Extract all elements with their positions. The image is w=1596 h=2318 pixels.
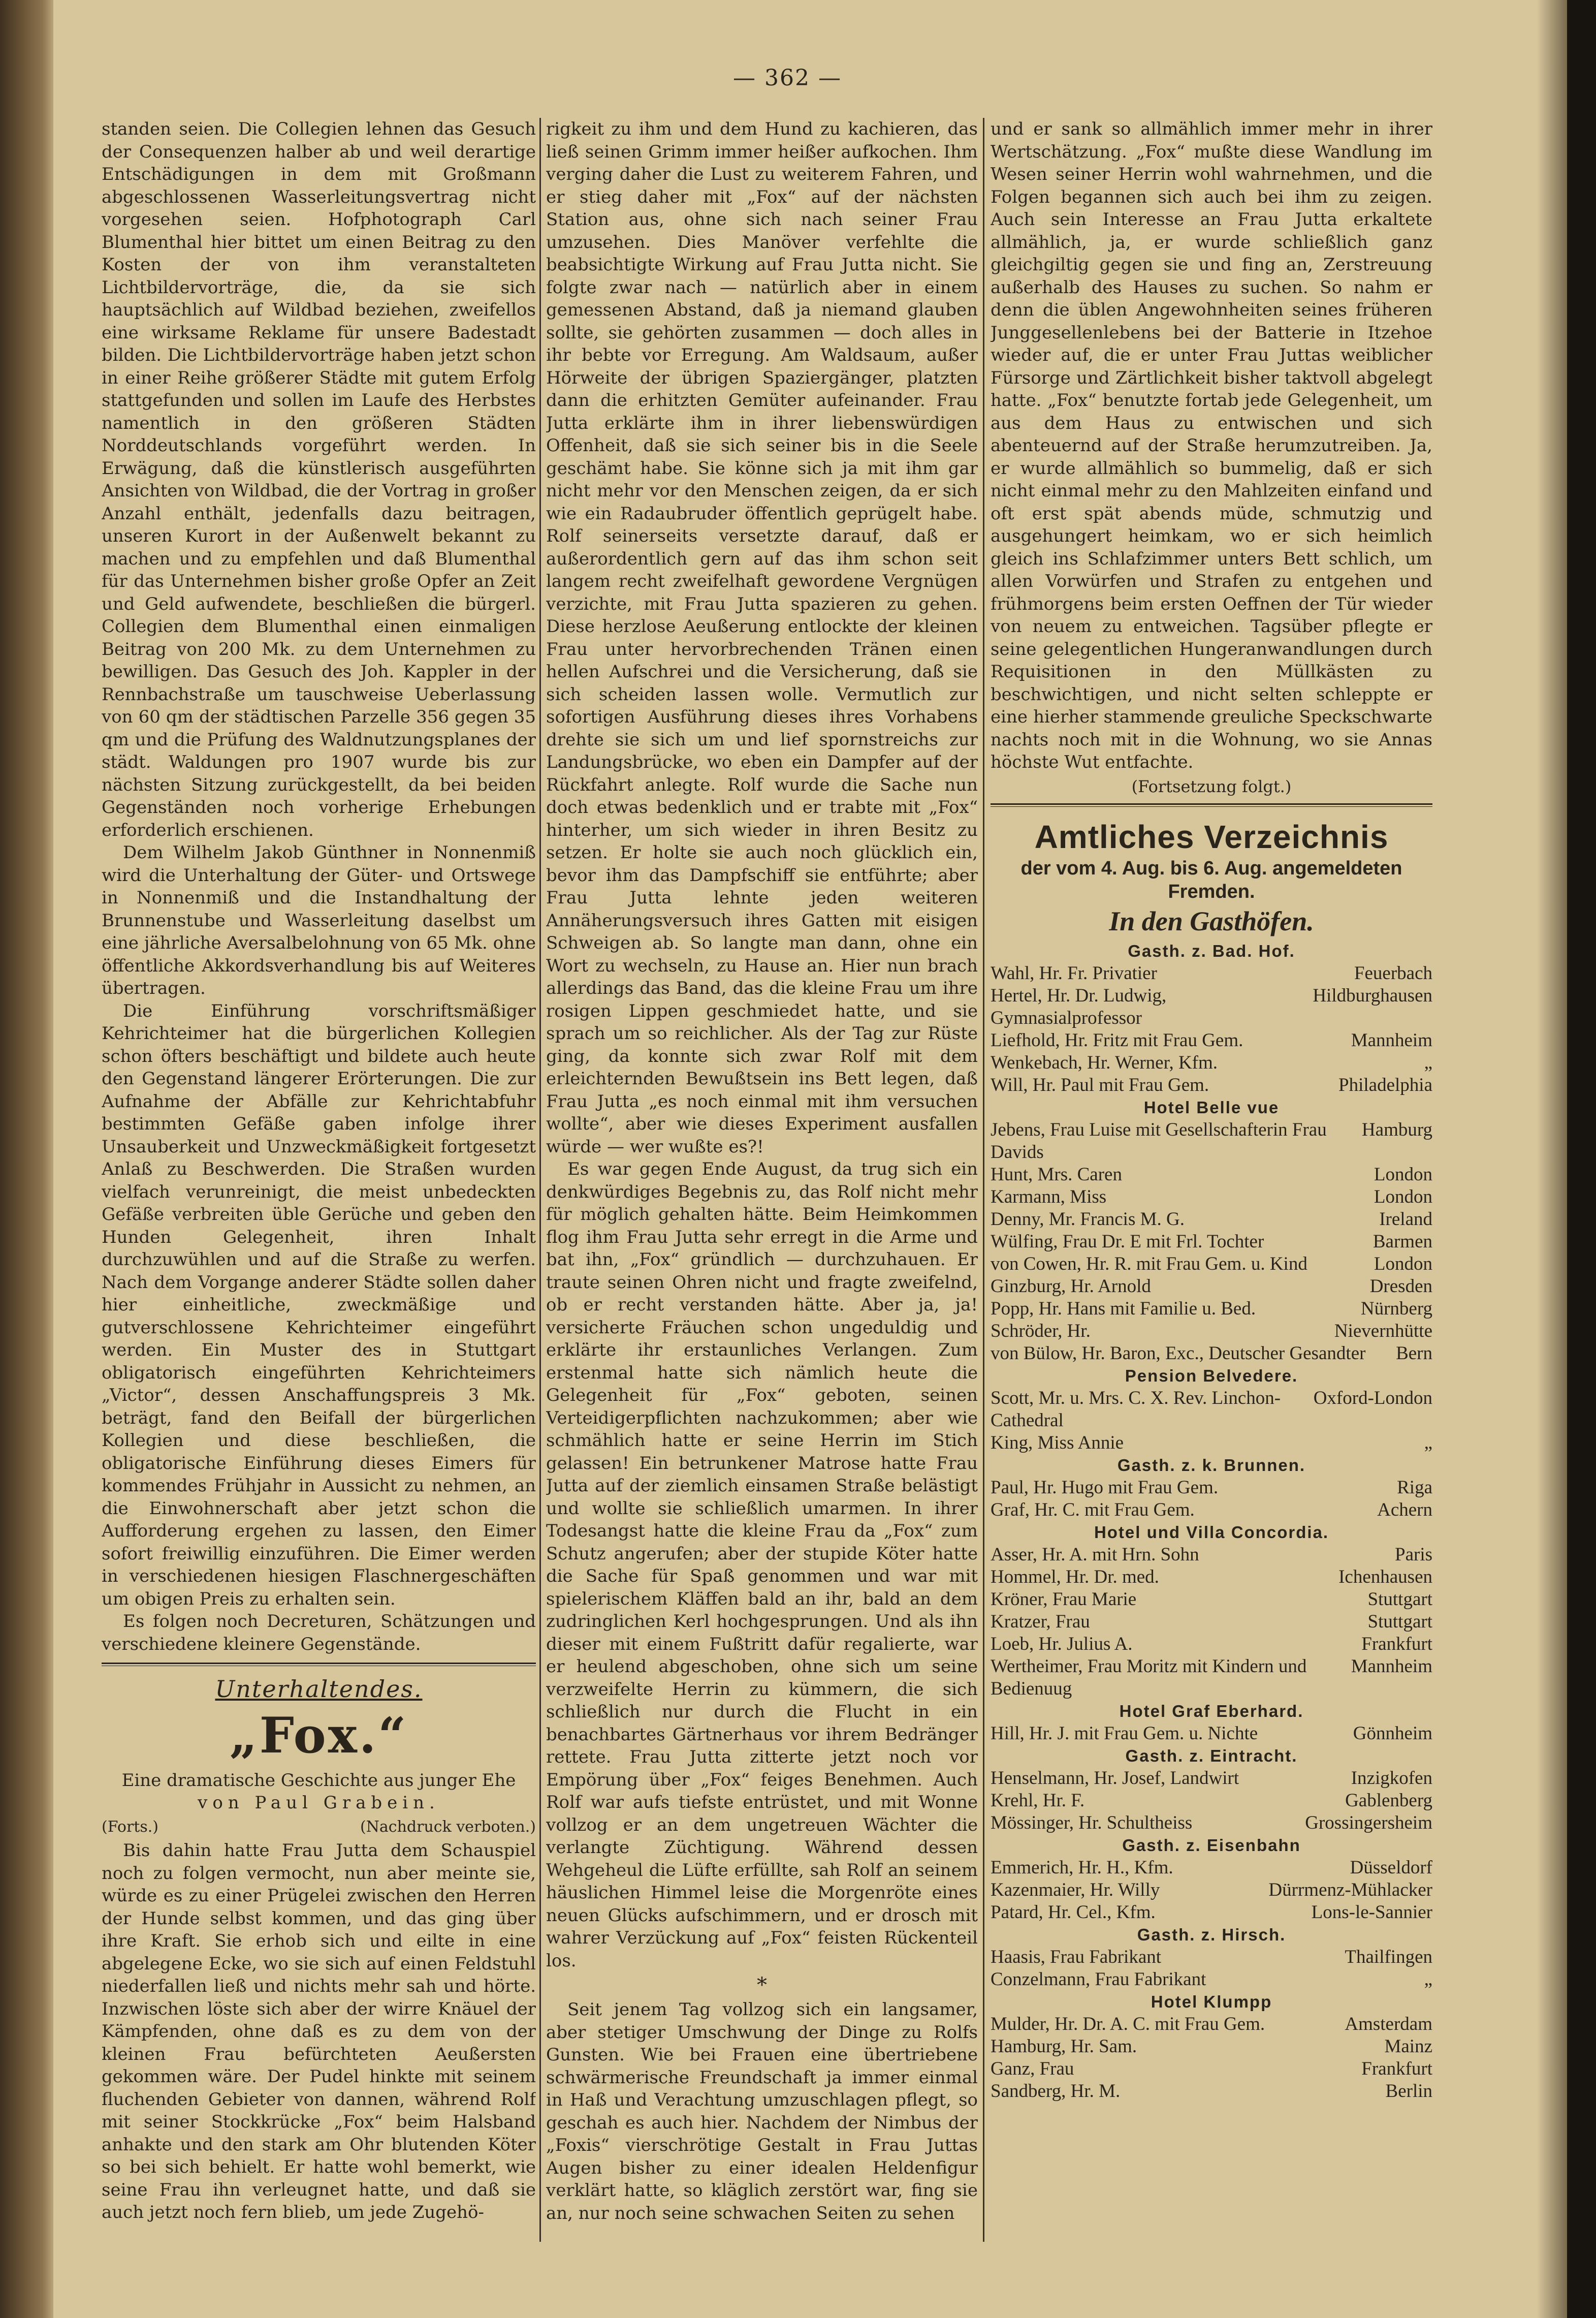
guest-name: Karmann, Miss bbox=[991, 1186, 1107, 1207]
story-meta bbox=[102, 1816, 536, 1838]
guest-entry bbox=[991, 2058, 1432, 2080]
article-paragraph: Die Einführung vorschriftsmäßiger Kehrichteimer hat die bürgerlichen Kollegien schon öfters beschäftigt und bildete auch heute den Gegenstand längerer Erörterungen. Die zur Aufnahme der Abfälle zur Kehrichtabfuhr bestimmten Gefäße gaben infolge ihrer Unsauberkeit und Unzweckmäßigkeit fortgesetzt Anlaß zu Beschwerden. Die Straßen wurden vielfach verunreinigt, die meist unbedeckten Gefäße verbreiten üble Gerüche und geben den Hunden Gelegenheit, ihren Inhalt durchzuwühlen und auf die Straße zu werfen. Nach dem Vorgange anderer Städte sollen daher hier einheitliche, zweckmäßige und gutverschlossene Kehrichteimer eingeführt werden. Ein Muster des in Stuttgart obligatorisch eingeführten Kehrichteimers „Victor“, dessen Anschaffungspreis 3 Mk. beträgt, fand den Beifall der bürgerlichen Kollegien und diese beschließen, die obligatorische Einführung dieses Eimers für kommendes Frühjahr in Aussicht zu nehmen, an die Einwohnerschaft aber jetzt schon die Aufforderung ergehen zu lassen, den Eimer sofort freiwillig einzuführen. Die Eimer werden in verschiedenen hiesigen Flaschnergeschäften um obigen Preis zu erhalten sein. bbox=[102, 1000, 536, 1609]
guest-hometown: Paris bbox=[1395, 1544, 1432, 1565]
guest-name: Ganz, Frau bbox=[991, 2058, 1074, 2079]
list-subtitle: der vom 4. Aug. bis 6. Aug. angemeldeten Fremden. bbox=[1020, 857, 1402, 902]
guest-name: Henselmann, Hr. Josef, Landwirt bbox=[991, 1767, 1239, 1789]
guest-name: von Cowen, Hr. R. mit Frau Gem. u. Kind bbox=[991, 1253, 1307, 1274]
guest-name: Paul, Hr. Hugo mit Frau Gem. bbox=[991, 1477, 1219, 1498]
guest-entry bbox=[991, 1029, 1432, 1052]
guest-name: Scott, Mr. u. Mrs. C. X. Rev. Linchon-Cathedral bbox=[991, 1387, 1281, 1431]
story-author: von Paul Grabein. bbox=[198, 1793, 440, 1813]
guest-name: Denny, Mr. Francis M. G. bbox=[991, 1208, 1185, 1230]
guest-hometown: Nürnberg bbox=[1360, 1298, 1432, 1319]
guest-name: Will, Hr. Paul mit Frau Gem. bbox=[991, 1074, 1209, 1095]
guest-name: Kazenmaier, Hr. Willy bbox=[991, 1879, 1160, 1900]
reprint-notice: (Nachdruck verboten.) bbox=[360, 1818, 536, 1836]
column-rule-left bbox=[539, 118, 541, 2242]
guest-hometown: „ bbox=[1424, 1968, 1432, 1990]
guest-name: Ginzburg, Hr. Arnold bbox=[991, 1275, 1151, 1297]
guest-hometown: Barmen bbox=[1372, 1231, 1432, 1252]
guest-name: Hamburg, Hr. Sam. bbox=[991, 2035, 1137, 2057]
guest-name: Wülfing, Frau Dr. E mit Frl. Tochter bbox=[991, 1231, 1264, 1252]
guest-hometown: Amsterdam bbox=[1345, 2013, 1432, 2034]
story-paragraph: Es war gegen Ende August, da trug sich ein denkwürdiges Begebnis zu, das Rolf nicht mehr für möglich gehalten hätte. Beim Heimkommen flog ihm Frau Jutta sehr erregt in die Arme und bat ihn, „Fox“ gründlich — durchzuhauen. Er traute seinen Ohren nicht und fragte zweifelnd, ob er recht verstanden hätte. Aber ja, ja! versicherte Fräuchen schon ungeduldig und erklärte ihr erstaunliches Verlangen. Zum erstenmal hatte sich nämlich heute die Gelegenheit für „Fox“ geboten, seinen Verteidigerpflichten nachzukommen; aber wie schmählich hatte er seine Herrin im Stich gelassen! Ein betrunkener Matrose hatte Frau Jutta auf der ziemlich einsamen Straße belästigt und wollte sie schließlich umarmen. In ihrer Todesangst hatte die kleine Frau da „Fox“ zum Schutz angerufen; aber der stupide Köter hatte die Sache für Spaß genommen und war mit spielerischem Kläffen bald an ihr, bald an dem zudringlichen Kerl hochgesprungen. Und als ihn dieser mit einem Fußtritt dafür regalierte, war er heulend abgeschoben, ohne sich um seine verzweifelte Herrin zu kümmern, die sich schließlich nur durch die Flucht in ein benachbartes Gärtnerhaus vor ihrem Bedränger rettete. Frau Jutta zitterte jetzt noch vor Empörung über „Fox“ feiges Benehmen. Auch Rolf war aufs tiefste entrüstet, und mit Wonne vollzog er an dem ungetreuen Wächter die verlangte Züchtigung. Während dessen Wehgeheul die Lüfte erfüllte, sah Rolf an seinem häuslichen Himmel leise die Morgenröte eines neuen Glücks aufschimmern, und er drosch mit wahrer Verzückung auf „Fox“ feisten Rückenteil los. bbox=[546, 1159, 978, 1971]
guest-name: Popp, Hr. Hans mit Familie u. Bed. bbox=[991, 1298, 1256, 1319]
guest-hometown: Frankfurt bbox=[1361, 2058, 1432, 2079]
guest-entry bbox=[991, 962, 1432, 985]
page-gutter-shadow bbox=[1537, 0, 1567, 2318]
guest-hometown: London bbox=[1374, 1253, 1432, 1274]
guest-entry bbox=[991, 1722, 1432, 1745]
column-1 bbox=[102, 118, 536, 2242]
guest-hometown: Hildburghausen bbox=[1313, 985, 1432, 1006]
story-subtitle: Eine dramatische Geschichte aus junger Ehe bbox=[121, 1770, 516, 1791]
guest-entry bbox=[991, 1231, 1432, 1253]
guest-name: Krehl, Hr. F. bbox=[991, 1790, 1085, 1811]
guest-name: Haasis, Frau Fabrikant bbox=[991, 1946, 1162, 1967]
guest-name: Sandberg, Hr. M. bbox=[991, 2080, 1121, 2102]
story-paragraph: Seit jenem Tag vollzog sich ein langsamer, aber stetiger Umschwung der Dinge zu Rolfs Gunsten. Wie bei Frauen eine übertriebene schwärmerische Freundschaft ja immer einmal in Haß und Verachtung umzuschlagen pflegt, so geschah es auch hier. Nachdem der Nimbus der „Foxis“ vierschrötige Gestalt in Frau Juttas Augen bisher zu einer idealen Heldenfigur verklärt hatte, so kläglich zerstört war, fing sie an, nur noch seine schwachen Seiten zu sehen bbox=[546, 1999, 978, 2223]
guest-entry bbox=[991, 1298, 1432, 1320]
guest-entry bbox=[991, 2080, 1432, 2103]
guest-hometown: Stuttgart bbox=[1367, 1611, 1432, 1632]
guest-hometown: Dresden bbox=[1369, 1275, 1432, 1297]
guest-entry bbox=[991, 1119, 1432, 1164]
column-3 bbox=[991, 118, 1432, 2242]
guest-entry bbox=[991, 1633, 1432, 1655]
guest-entry bbox=[991, 1968, 1432, 1991]
guest-name: Mulder, Hr. Dr. A. C. mit Frau Gem. bbox=[991, 2013, 1265, 2034]
guest-entry bbox=[991, 1208, 1432, 1231]
guest-hometown: Inzigkofen bbox=[1351, 1767, 1432, 1789]
guest-name: Liefhold, Hr. Fritz mit Frau Gem. bbox=[991, 1029, 1243, 1051]
guest-name: Emmerich, Hr. H., Kfm. bbox=[991, 1857, 1173, 1878]
guest-name: von Bülow, Hr. Baron, Exc., Deutscher Gesandter bbox=[991, 1342, 1366, 1364]
guest-hometown: Nievernhütte bbox=[1334, 1320, 1432, 1341]
guest-name: Graf, Hr. C. mit Frau Gem. bbox=[991, 1499, 1195, 1520]
guest-entry bbox=[991, 1544, 1432, 1566]
guest-hometown: Grossingersheim bbox=[1305, 1812, 1432, 1833]
guest-entry bbox=[991, 1655, 1432, 1700]
guest-name: Mössinger, Hr. Schultheiss bbox=[991, 1812, 1193, 1833]
column-rule-right bbox=[983, 118, 984, 2242]
guest-entry bbox=[991, 1164, 1432, 1186]
hotel-name: Hotel Belle vue bbox=[1143, 1098, 1280, 1117]
guest-hometown: Hamburg bbox=[1361, 1119, 1432, 1140]
guest-entry bbox=[991, 1857, 1432, 1879]
book-spine bbox=[0, 0, 53, 2318]
article-paragraph: Dem Wilhelm Jakob Günthner in Nonnenmiß wird die Unterhaltung der Güter- und Ortswege in Nonnenmiß und die Instandhaltung der Brunnenstube und Wasserleitung daselbst um eine jährliche Aversalbelohnung von 65 Mk. ohne öffentliche Akkordsverhandlung bis auf Weiteres übertragen. bbox=[102, 842, 536, 998]
guest-hometown: Berlin bbox=[1385, 2080, 1432, 2102]
guest-entry bbox=[991, 1052, 1432, 1074]
guest-list bbox=[991, 940, 1432, 2103]
guest-hometown: Ichenhausen bbox=[1338, 1566, 1432, 1587]
guest-name: Wertheimer, Frau Moritz mit Kindern und Bedienuug bbox=[991, 1655, 1307, 1699]
guest-entry bbox=[991, 1186, 1432, 1208]
guest-name: Hunt, Mrs. Caren bbox=[991, 1164, 1122, 1185]
hotel-name: Gasth. z. Bad. Hof. bbox=[1128, 941, 1295, 960]
guest-name: Hertel, Hr. Dr. Ludwig, Gymnasialprofessor bbox=[991, 985, 1167, 1028]
guest-hometown: „ bbox=[1424, 1432, 1432, 1453]
guest-name: Kröner, Frau Marie bbox=[991, 1588, 1137, 1610]
hotel-name: Gasth. z. k. Brunnen. bbox=[1117, 1455, 1306, 1475]
guest-entry bbox=[991, 1588, 1432, 1611]
guest-hometown: Ireland bbox=[1379, 1208, 1432, 1230]
guest-entry bbox=[991, 1275, 1432, 1298]
page-number: — 362 — bbox=[733, 65, 842, 91]
guest-hometown: Dürrmenz-Mühlacker bbox=[1268, 1879, 1432, 1900]
guest-name: Patard, Hr. Cel., Kfm. bbox=[991, 1901, 1156, 1923]
story-continued-label: (Forts.) bbox=[102, 1818, 158, 1836]
section-heading: Unterhaltendes. bbox=[215, 1675, 423, 1703]
hotel-name: Hotel Klumpp bbox=[1151, 1992, 1272, 2011]
article-paragraph: Es folgen noch Decreturen, Schätzungen und verschiedene kleinere Gegenstände. bbox=[102, 1611, 536, 1654]
guest-entry bbox=[991, 1342, 1432, 1365]
guest-hometown: Stuttgart bbox=[1367, 1588, 1432, 1610]
story-paragraph: Bis dahin hatte Frau Jutta dem Schauspiel noch zu folgen vermocht, nun aber meinte sie, würde es zu einer Prügelei zwischen den Herren der Hunde selbst kommen, und das ging über ihre Kraft. Sie erhob sich und eilte in eine abgelegene Ecke, wo sie sich auf einen Feldstuhl niederfallen ließ und nichts mehr sah und hörte. Inzwischen löste sich aber der wirre Knäuel der Kämpfenden, ohne daß es zu dem von der kleinen Frau befürchteten Aeußersten gekommen wäre. Der Pudel hinkte mit seinem fluchenden Gebieter von dannen, während Rolf mit seiner Stockkrücke „Fox“ beim Halsband anhakte und den stark am Ohr blutenden Köter so bei sich behielt. Er hatte wohl bemerkt, wie seine Frau ihn verleugnet hatte, und daß sie auch jetzt noch fern blieb, um jede Zugehö- bbox=[102, 1840, 536, 2222]
guest-entry bbox=[991, 2035, 1432, 2058]
column-2 bbox=[546, 118, 978, 2242]
section-star: * bbox=[757, 1974, 767, 1997]
section-divider bbox=[102, 1663, 536, 1666]
hotel-name: Hotel Graf Eberhard. bbox=[1119, 1701, 1304, 1720]
hotel-name: Gasth. z. Eisenbahn bbox=[1122, 1835, 1301, 1855]
guest-hometown: Gablenberg bbox=[1345, 1790, 1432, 1811]
guest-hometown: London bbox=[1374, 1164, 1432, 1185]
guest-entry bbox=[991, 1812, 1432, 1834]
article-paragraph: standen seien. Die Collegien lehnen das Gesuch der Consequenzen halber ab und weil derartige Entschädigungen in dem mit Großmann abgeschlossenen Wasserleitungsvertrag nicht vorgesehen seien. Hofphotograph Carl Blumenthal hier bittet um einen Beitrag zu den Kosten der von ihm veranstalteten Lichtbildervorträge, die, da sie sich hauptsächlich auf Wildbad beziehen, zweifellos eine wirksame Reklame für unsere Badestadt bilden. Die Lichtbildervorträge haben jetzt schon in einer Reihe größerer Städte mit gutem Erfolg stattgefunden und sollen im Laufe des Herbstes namentlich in den größeren Städten Norddeutschlands vorgeführt werden. In Erwägung, daß die künstlerisch ausgeführten Ansichten von Wildbad, die der Vortrag in großer Anzahl enthält, jedenfalls dazu beitragen, unseren Kurort in der Außenwelt bekannt zu machen und zu empfehlen und daß Blumenthal für das Unternehmen bisher große Opfer an Zeit und Geld aufwendete, beschließen die bürgerl. Collegien dem Blumenthal einen einmaligen Beitrag von 200 Mk. zu dem Unternehmen zu bewilligen. Das Gesuch des Joh. Kappler in der Rennbachstraße um tauschweise Ueberlassung von 60 qm der städtischen Parzelle 356 gegen 35 qm und die Prüfung des Waldnutzungsplanes der städt. Waldungen pro 1907 wurde bis zur nächsten Sitzung zurückgestellt, da bei beiden Gegenständen noch vorherige Erhebungen erforderlich erschienen. bbox=[102, 119, 536, 840]
guest-hometown: Feuerbach bbox=[1354, 962, 1432, 984]
guest-entry bbox=[991, 1946, 1432, 1968]
guest-entry bbox=[991, 1879, 1432, 1901]
guest-entry bbox=[991, 1901, 1432, 1924]
guest-entry bbox=[991, 1477, 1432, 1499]
guest-entry bbox=[991, 1499, 1432, 1521]
guest-name: Hill, Hr. J. mit Frau Gem. u. Nichte bbox=[991, 1722, 1258, 1744]
guest-hometown: Philadelphia bbox=[1338, 1074, 1432, 1095]
list-title: Amtliches Verzeichnis bbox=[1034, 818, 1389, 855]
hotel-name: Pension Belvedere. bbox=[1125, 1366, 1298, 1385]
section-divider bbox=[991, 803, 1432, 807]
guest-hometown: Gönnheim bbox=[1353, 1722, 1432, 1744]
guest-entry bbox=[991, 1790, 1432, 1812]
guest-hometown: London bbox=[1374, 1186, 1432, 1207]
guest-hometown: Thailfingen bbox=[1345, 1946, 1432, 1967]
story-title: „Fox.“ bbox=[229, 1707, 408, 1764]
guest-hometown: Oxford-London bbox=[1313, 1387, 1432, 1408]
guest-entry bbox=[991, 1432, 1432, 1454]
guest-hometown: Düsseldorf bbox=[1350, 1857, 1432, 1878]
guest-entry bbox=[991, 1611, 1432, 1633]
guest-name: Kratzer, Frau bbox=[991, 1611, 1090, 1632]
list-subtitle-hotels: In den Gasthöfen. bbox=[1109, 905, 1314, 936]
guest-hometown: Mannheim bbox=[1351, 1655, 1432, 1677]
hotel-name: Gasth. z. Hirsch. bbox=[1137, 1925, 1286, 1944]
guest-entry bbox=[991, 1387, 1432, 1432]
story-paragraph: rigkeit zu ihm und dem Hund zu kachieren, das ließ seinen Grimm immer heißer aufkochen. Ihm verging daher die Lust zu weiterem Fahren, und er stieg daher mit „Fox“ auf der nächsten Station aus, ohne sich nach seiner Frau umzusehen. Dies Manöver verfehlte die beabsichtigte Wirkung auf Frau Jutta nicht. Sie folgte zwar nach — natürlich aber in einem gemessenen Abstand, daß ja niemand glauben sollte, sie gehörten zusammen — doch alles in ihr bebte vor Erregung. Am Waldsaum, außer Hörweite der übrigen Spaziergänger, platzten dann die erhitzten Gemüter aufeinander. Frau Jutta erklärte ihm in ihrer liebenswürdigen Offenheit, daß sie sich seiner bis in die Seele geschämt habe. Sie könne sich ja mit ihm gar nicht mehr vor den Menschen zeigen, da er sich wie ein Radaubruder öffentlich geprügelt habe. Rolf seinerseits versetzte darauf, daß er außerordentlich gern auf das ihm schon seit langem recht zweifelhaft gewordene Vergnügen verzichte, mit Frau Jutta spazieren zu gehen. Diese herzlose Aeußerung entlockte der kleinen Frau unter hervorbrechenden Tränen einen hellen Aufschrei und die Versicherung, daß sie sich scheiden lassen wolle. Vermutlich zur sofortigen Ausführung dieses ihres Vorhabens drehte sie sich um und lief spornstreichs zur Landungsbrücke, wo eben ein Dampfer auf der Rückfahrt anlegte. Rolf wurde die Sache nun doch etwas bedenklich und er trabte mit „Fox“ hinterher, um sich wieder in ihren Besitz zu setzen. Er holte sie auch noch glücklich ein, bevor ihm das Dampfschiff sie entführte; aber Frau Jutta lehnte jeden weiteren Annäherungsversuch ihres Gatten mit eisigen Schweigen ab. So langte man dann, ohne ein Wort zu wechseln, zu Hause an. Hier nun brach allerdings das Band, das die kleine Frau um ihre rosigen Lippen geschmiedet hatte, und sie sprach um so reichlicher. Als der Tag zur Rüste ging, da konnte sich zwar Rolf mit dem erleichternden Bewußtsein ins Bett legen, daß Frau Jutta „es noch einmal mit ihm versuchen wollte“, aber wie dieses Experiment ausfallen würde — wer wußte es?! bbox=[546, 119, 978, 1157]
guest-hometown: Mainz bbox=[1384, 2035, 1432, 2057]
guest-name: Conzelmann, Frau Fabrikant bbox=[991, 1968, 1206, 1990]
guest-entry bbox=[991, 2013, 1432, 2035]
guest-name: Asser, Hr. A. mit Hrn. Sohn bbox=[991, 1544, 1199, 1565]
story-paragraph: und er sank so allmählich immer mehr in ihrer Wertschätzung. „Fox“ mußte diese Wandlung im Wesen seiner Herrin wohl wahrnehmen, und die Folgen begannen sich auch bei ihm zu zeigen. Auch sein Interesse an Frau Jutta erkaltete allmählich, ja, er wurde schließlich ganz gleichgiltig gegen sie und fing an, Zerstreuung außerhalb des Hauses zu suchen. So nahm er denn die üblen Angewohnheiten seines früheren Junggesellenlebens bei der Batterie in Itzehoe wieder auf, die er unter Frau Juttas weiblicher Fürsorge und Zärtlichkeit bisher taktvoll abgelegt hatte. „Fox“ benutzte fortab jede Gelegenheit, um aus dem Haus zu entwischen und sich abenteuernd auf der Straße herumzutreiben. Ja, er wurde allmählich so bummelig, daß er sich nicht einmal mehr zu den Mahlzeiten einfand und oft erst spät abends müde, schmutzig und ausgehungert heimkam, wo er sich heimlich gleich ins Schlafzimmer unters Bett schlich, um allen Vorwürfen und Strafen zu entgehen und frühmorgens beim ersten Oeffnen der Tür wieder von neuem zu entweichen. Tagsüber pflegte er seine gelegentlichen Hungeranwandlungen durch Requisitionen in den Müllkästen zu beschwichtigen, und nicht selten schleppte er eine hierher stammende greuliche Speckschwarte nachts noch mit in die Wohnung, wo sie Annas höchste Wut entfachte. bbox=[991, 119, 1432, 772]
guest-entry bbox=[991, 1566, 1432, 1588]
guest-hometown: Achern bbox=[1377, 1499, 1432, 1520]
guest-name: Loeb, Hr. Julius A. bbox=[991, 1633, 1133, 1654]
guest-hometown: Riga bbox=[1397, 1477, 1432, 1498]
guest-name: King, Miss Annie bbox=[991, 1432, 1124, 1453]
hotel-name: Gasth. z. Eintracht. bbox=[1125, 1746, 1298, 1765]
guest-hometown: Bern bbox=[1396, 1342, 1432, 1364]
guest-entry bbox=[991, 985, 1432, 1029]
guest-hometown: Frankfurt bbox=[1361, 1633, 1432, 1654]
guest-entry bbox=[991, 1320, 1432, 1342]
guest-name: Schröder, Hr. bbox=[991, 1320, 1091, 1341]
hotel-name: Hotel und Villa Concordia. bbox=[1094, 1522, 1329, 1542]
guest-name: Jebens, Frau Luise mit Gesellschafterin Frau Davids bbox=[991, 1119, 1327, 1163]
guest-hometown: „ bbox=[1424, 1052, 1432, 1073]
guest-name: Hommel, Hr. Dr. med. bbox=[991, 1566, 1159, 1587]
guest-name: Wenkebach, Hr. Werner, Kfm. bbox=[991, 1052, 1218, 1073]
guest-entry bbox=[991, 1074, 1432, 1097]
guest-entry bbox=[991, 1767, 1432, 1790]
guest-entry bbox=[991, 1253, 1432, 1275]
guest-name: Wahl, Hr. Fr. Privatier bbox=[991, 962, 1157, 984]
continuation-note: (Fortsetzung folgt.) bbox=[1131, 776, 1292, 796]
guest-hometown: Mannheim bbox=[1351, 1029, 1432, 1051]
guest-hometown: Lons-le-Sannier bbox=[1311, 1901, 1432, 1923]
